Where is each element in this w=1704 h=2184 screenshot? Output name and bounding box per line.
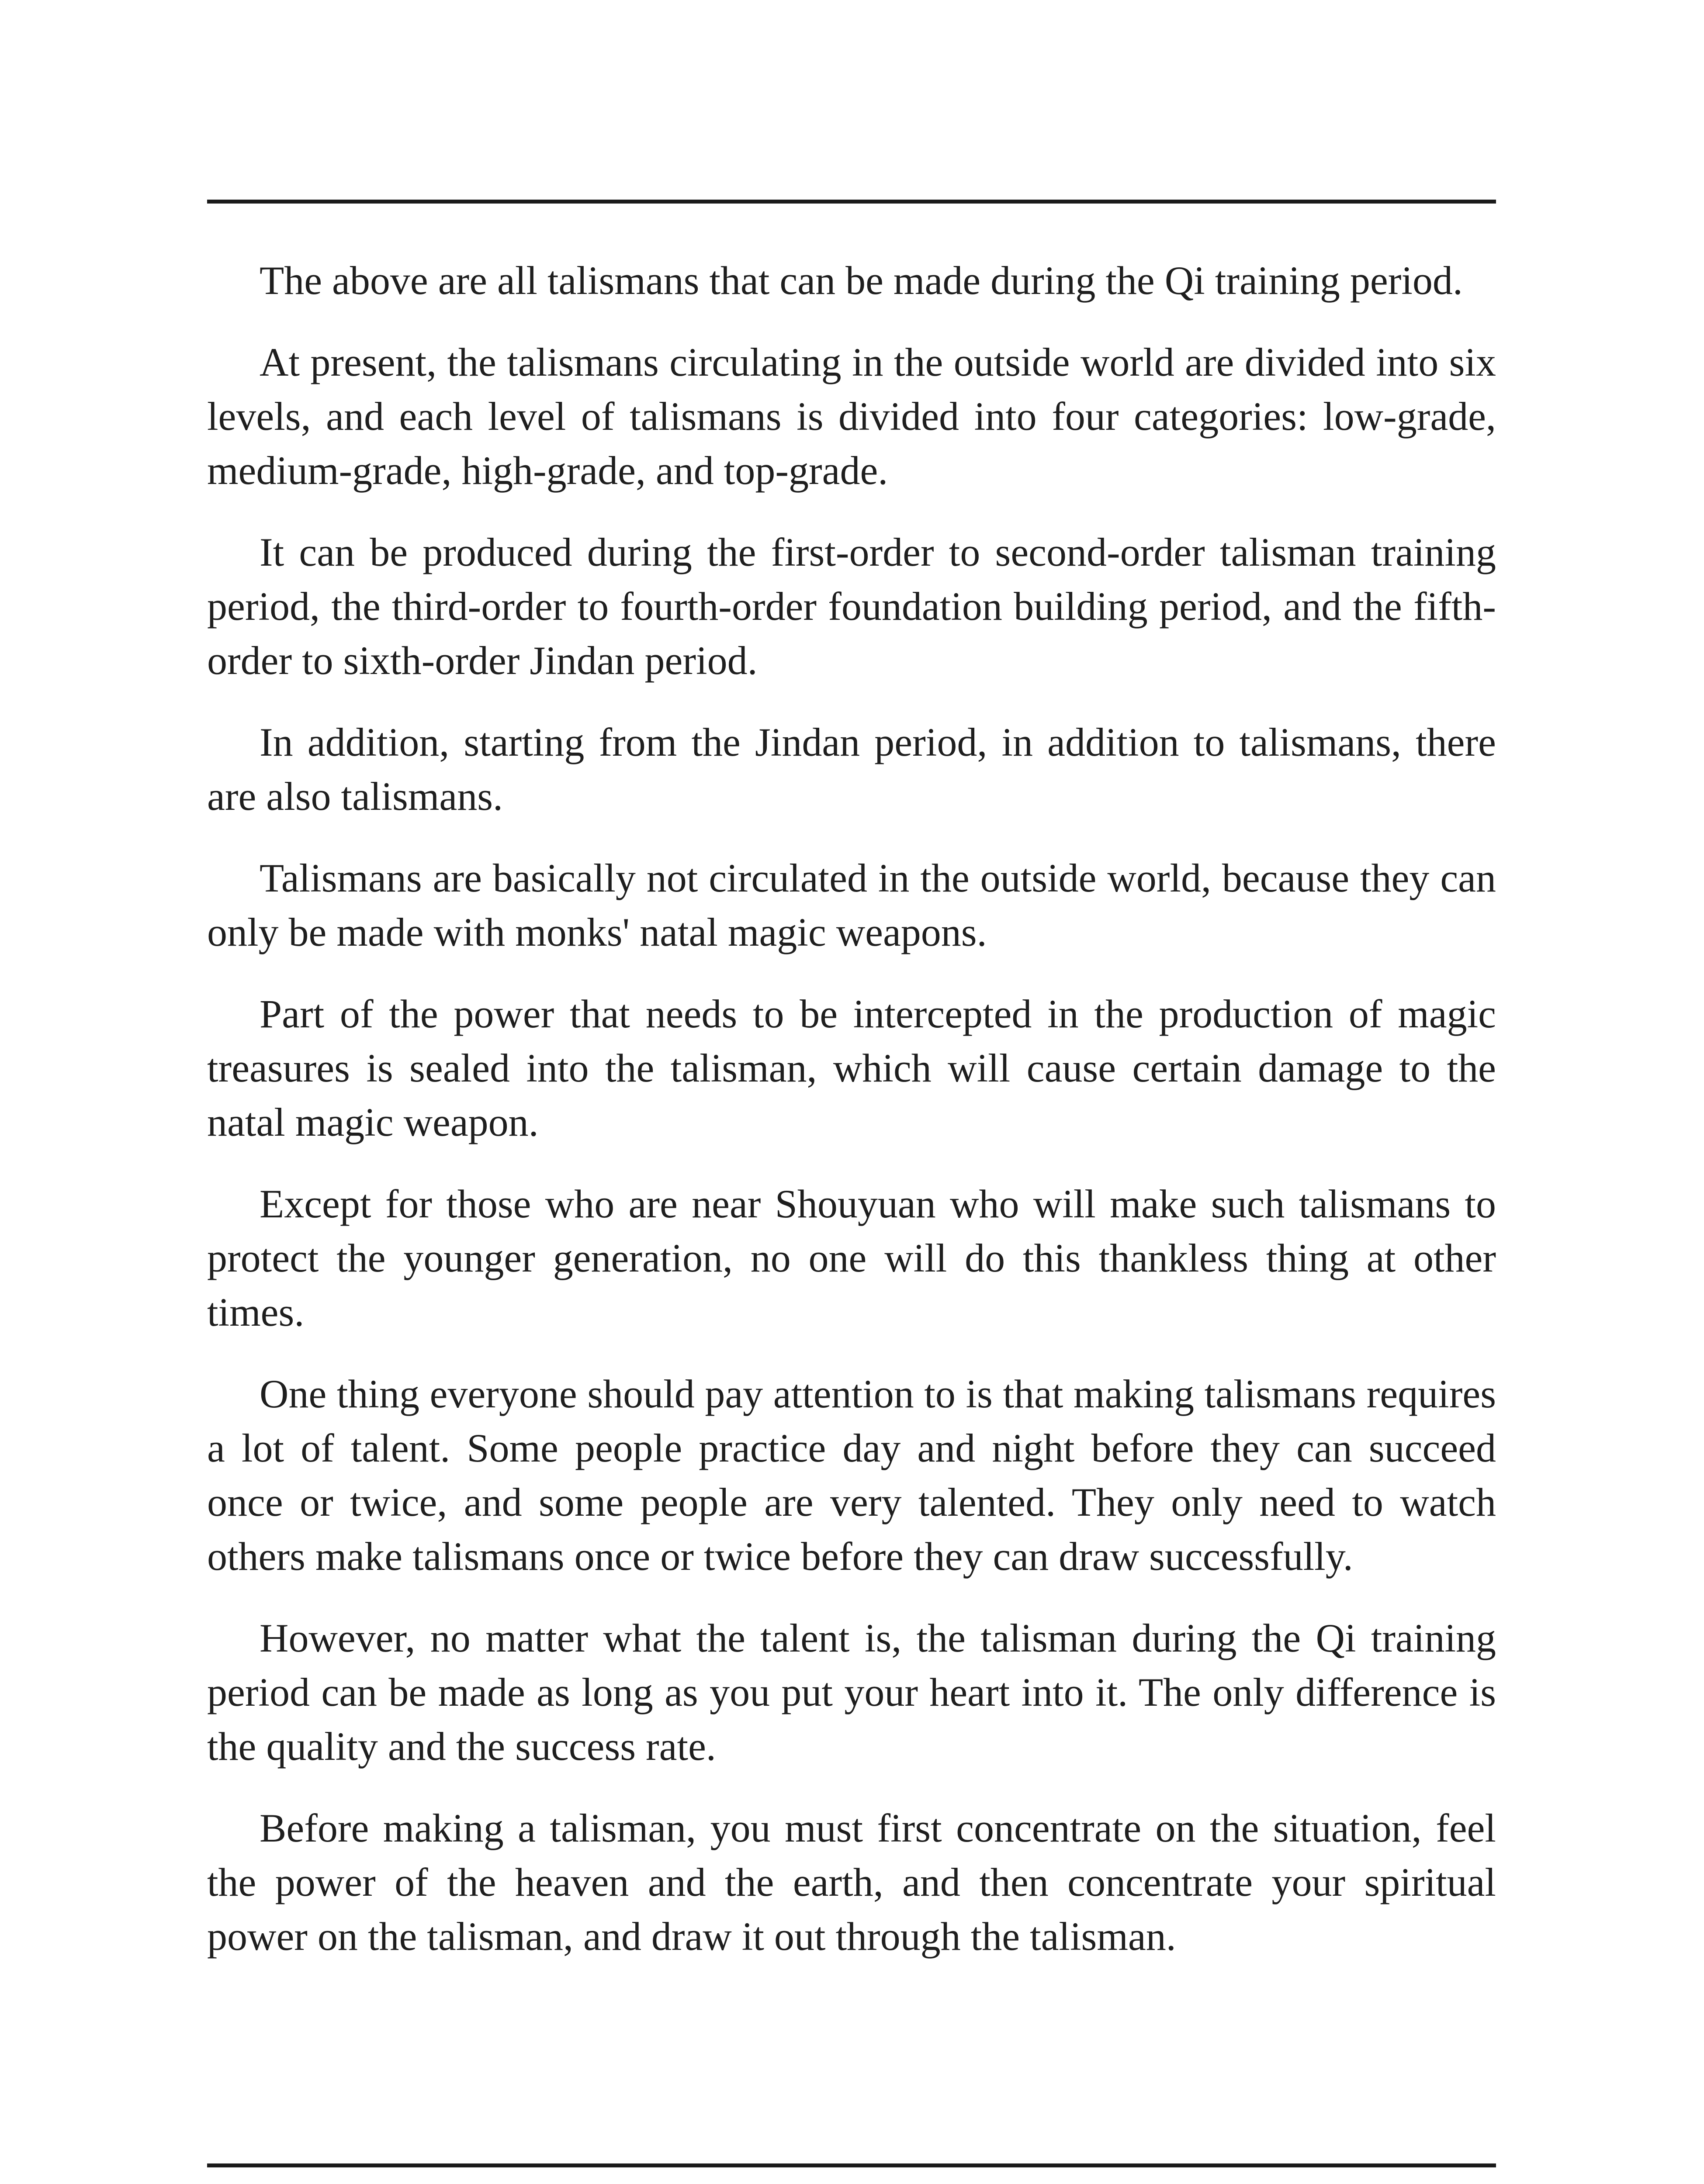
paragraph: The above are all talismans that can be made during the Qi training period.	[260, 258, 1463, 303]
paragraph: Before making a talisman, you must first concentrate on the situation, feel the power of the heaven and the earth, and then concentrate your spiritual power on the talisman, and draw it out through the talisman.	[207, 1806, 1496, 1959]
paragraph: Except for those who are near Shouyuan who will make such talismans to protect the younger generation, no one will do this thankless thing at other times.	[207, 1182, 1496, 1334]
paragraph: It can be produced during the first-order to second-order talisman training period, the third-order to fourth-order foundation building period, and the fifth-order to sixth-order Jindan period.	[207, 530, 1496, 683]
paragraph: In addition, starting from the Jindan period, in addition to talismans, there are also talismans.	[207, 720, 1496, 819]
paragraph: Talismans are basically not circulated in the outside world, because they can only be made with monks' natal magic weapons.	[207, 856, 1496, 954]
body-text	[207, 253, 1496, 1991]
paragraph: However, no matter what the talent is, the talisman during the Qi training period can be made as long as you put your heart into it. The only difference is the quality and the success rate.	[207, 1616, 1496, 1769]
top-rule	[207, 200, 1496, 204]
paragraph: At present, the talismans circulating in the outside world are divided into six levels, and each level of talismans is divided into four categories: low-grade, medium-grade, high-grade, and top-grade.	[207, 340, 1496, 493]
paragraph: Part of the power that needs to be intercepted in the production of magic treasures is sealed into the talisman, which will cause certain damage to the natal magic weapon.	[207, 992, 1496, 1144]
paragraph: One thing everyone should pay attention to is that making talismans requires a lot of talent. Some people practice day and night before they can succeed once or twice, and some people are very talented. They only need to watch others make talismans once or twice before they can draw successfully.	[207, 1372, 1496, 1579]
bottom-rule	[207, 2163, 1496, 2167]
